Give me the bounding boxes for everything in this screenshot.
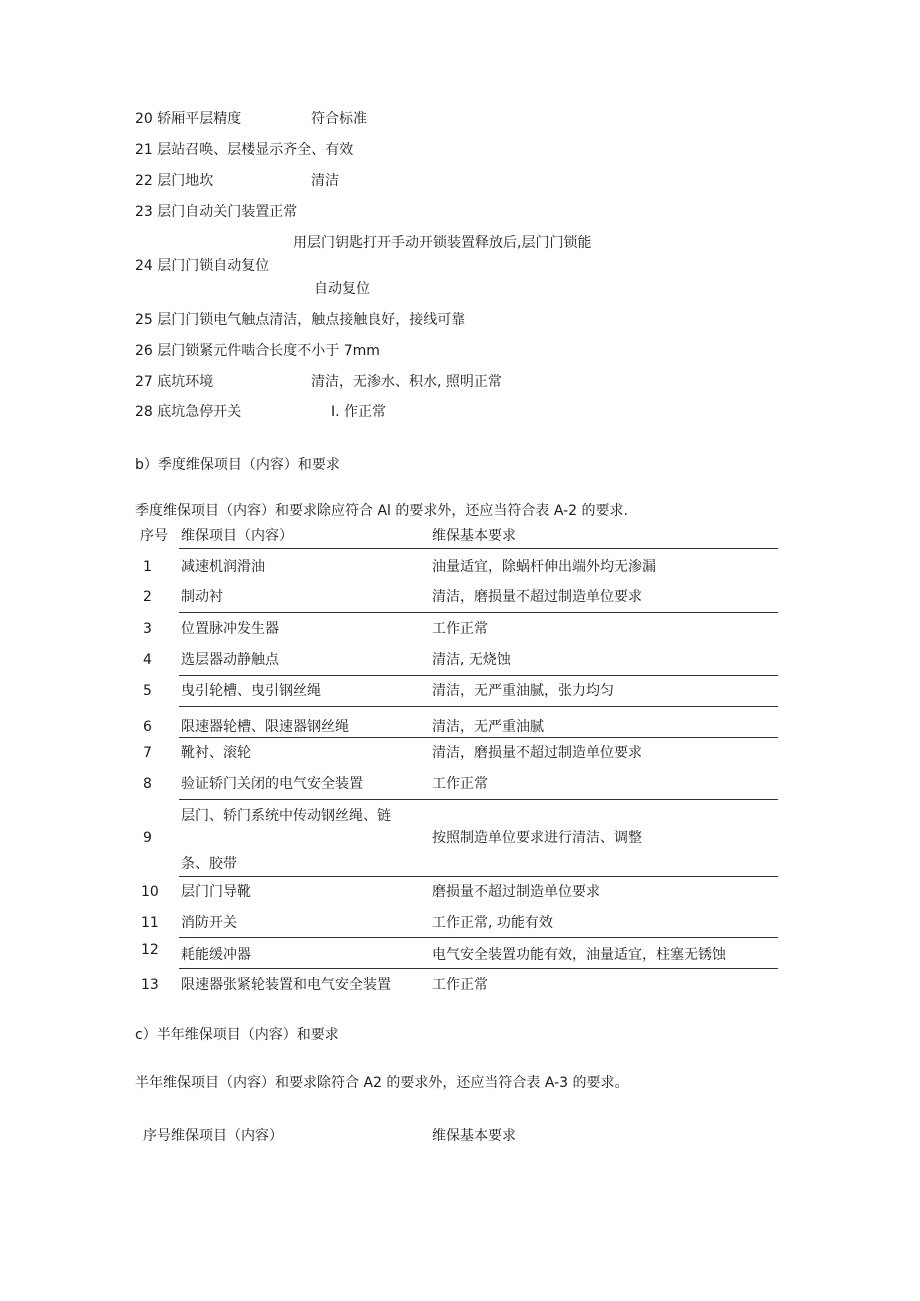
table-rule: [179, 876, 778, 877]
row-item: 耗能缓冲器: [181, 947, 251, 963]
item-20-label: 20 轿厢平层精度: [135, 111, 242, 127]
row-number: 10: [141, 884, 159, 900]
table-header-requirement: 维保基本要求: [432, 528, 516, 544]
row-item: 减速机润滑油: [181, 559, 265, 575]
table-rule: [179, 737, 778, 738]
row-requirement: 按照制造单位要求进行清洁、调整: [432, 830, 642, 846]
row-requirement: 工作正常: [432, 977, 488, 993]
section-b-heading: b）季度维保项目（内容）和要求: [135, 457, 340, 473]
row-item: 靴衬、滚轮: [181, 745, 251, 761]
row-number: 7: [143, 745, 152, 761]
item-26-label: 26 层门锁紧元件啮合长度不小于 7mm: [135, 343, 380, 359]
row-number: 9: [143, 830, 152, 846]
row-item: 曳引轮槽、曳引钢丝绳: [181, 683, 321, 699]
table-rule: [179, 799, 778, 800]
section-c-heading: c）半年维保项目（内容）和要求: [135, 1027, 339, 1043]
row-requirement: 清洁，磨损量不超过制造单位要求: [432, 589, 642, 605]
row-requirement: 清洁, 无烧蚀: [432, 652, 511, 668]
table-header-no: 序号: [140, 528, 168, 544]
row-requirement: 磨损量不超过制造单位要求: [432, 884, 600, 900]
item-25-label: 25 层门门锁电气触点清洁，触点接触良好，接线可靠: [135, 312, 466, 328]
row-item-line2: 条、胶带: [181, 856, 237, 872]
table-rule: [179, 675, 778, 676]
row-number: 4: [143, 652, 152, 668]
table-a3-header-requirement: 维保基本要求: [432, 1128, 516, 1144]
row-number: 8: [143, 776, 152, 792]
row-number: 3: [143, 621, 152, 637]
row-item: 选层器动静触点: [181, 652, 279, 668]
item-27-label: 27 底坑环境: [135, 374, 214, 390]
row-number: 12: [141, 942, 159, 958]
row-number: 5: [143, 683, 152, 699]
row-requirement: 工作正常: [432, 621, 488, 637]
item-20-requirement: 符合标准: [311, 111, 367, 127]
item-28-requirement: I. 作正常: [331, 404, 387, 420]
item-27-requirement: 清洁，无渗水、积水, 照明正常: [311, 374, 502, 390]
row-item-line1: 层门、轿门系统中传动钢丝绳、链: [181, 808, 391, 824]
row-requirement: 油量适宜，除蜗杆伸出端外均无渗漏: [432, 559, 656, 575]
item-23-label: 23 层门自动关门装置正常: [135, 204, 298, 220]
row-number: 2: [143, 589, 152, 605]
row-item: 制动衬: [181, 589, 223, 605]
row-item: 限速器轮槽、限速器钢丝绳: [181, 719, 349, 735]
table-a3-header-no-item: 序号维保项目（内容）: [143, 1128, 283, 1144]
row-item: 限速器张紧轮装置和电气安全装置: [181, 977, 391, 993]
table-rule: [179, 968, 778, 969]
row-number: 11: [141, 915, 159, 931]
row-item: 层门门导靴: [181, 884, 251, 900]
row-requirement: 电气安全装置功能有效，油量适宜，柱塞无锈蚀: [432, 947, 726, 963]
table-rule: [179, 548, 778, 549]
row-number: 13: [141, 977, 159, 993]
item-24-requirement-line2: 自动复位: [314, 281, 370, 297]
row-requirement: 清洁，无严重油腻: [432, 719, 544, 735]
row-requirement: 清洁，无严重油腻，张力均匀: [432, 683, 614, 699]
section-c-intro: 半年维保项目（内容）和要求除符合 A2 的要求外，还应当符合表 A-3 的要求。: [135, 1075, 629, 1091]
item-21-label: 21 层站召唤、层楼显示齐全、有效: [135, 142, 354, 158]
item-24-label: 24 层门门锁自动复位: [135, 258, 270, 274]
row-number: 6: [143, 719, 152, 735]
item-22-label: 22 层门地坎: [135, 173, 214, 189]
table-rule: [179, 612, 778, 613]
row-item: 消防开关: [181, 915, 237, 931]
table-rule: [179, 937, 778, 938]
row-requirement: 工作正常: [432, 776, 488, 792]
row-number: 1: [143, 559, 152, 575]
item-22-requirement: 清洁: [311, 173, 339, 189]
table-rule: [179, 706, 778, 707]
row-requirement: 清洁，磨损量不超过制造单位要求: [432, 745, 642, 761]
row-item: 位置脉冲发生器: [181, 621, 279, 637]
table-header-item: 维保项目（内容）: [181, 528, 293, 544]
row-item: 验证轿门关闭的电气安全装置: [181, 776, 363, 792]
row-requirement: 工作正常, 功能有效: [432, 915, 553, 931]
section-b-intro: 季度维保项目（内容）和要求除应符合 Al 的要求外，还应当符合表 A-2 的要求.: [135, 503, 628, 519]
item-28-label: 28 底坑急停开关: [135, 404, 242, 420]
item-24-requirement-line1: 用层门钥匙打开手动开锁装置释放后,层门门锁能: [293, 235, 592, 251]
